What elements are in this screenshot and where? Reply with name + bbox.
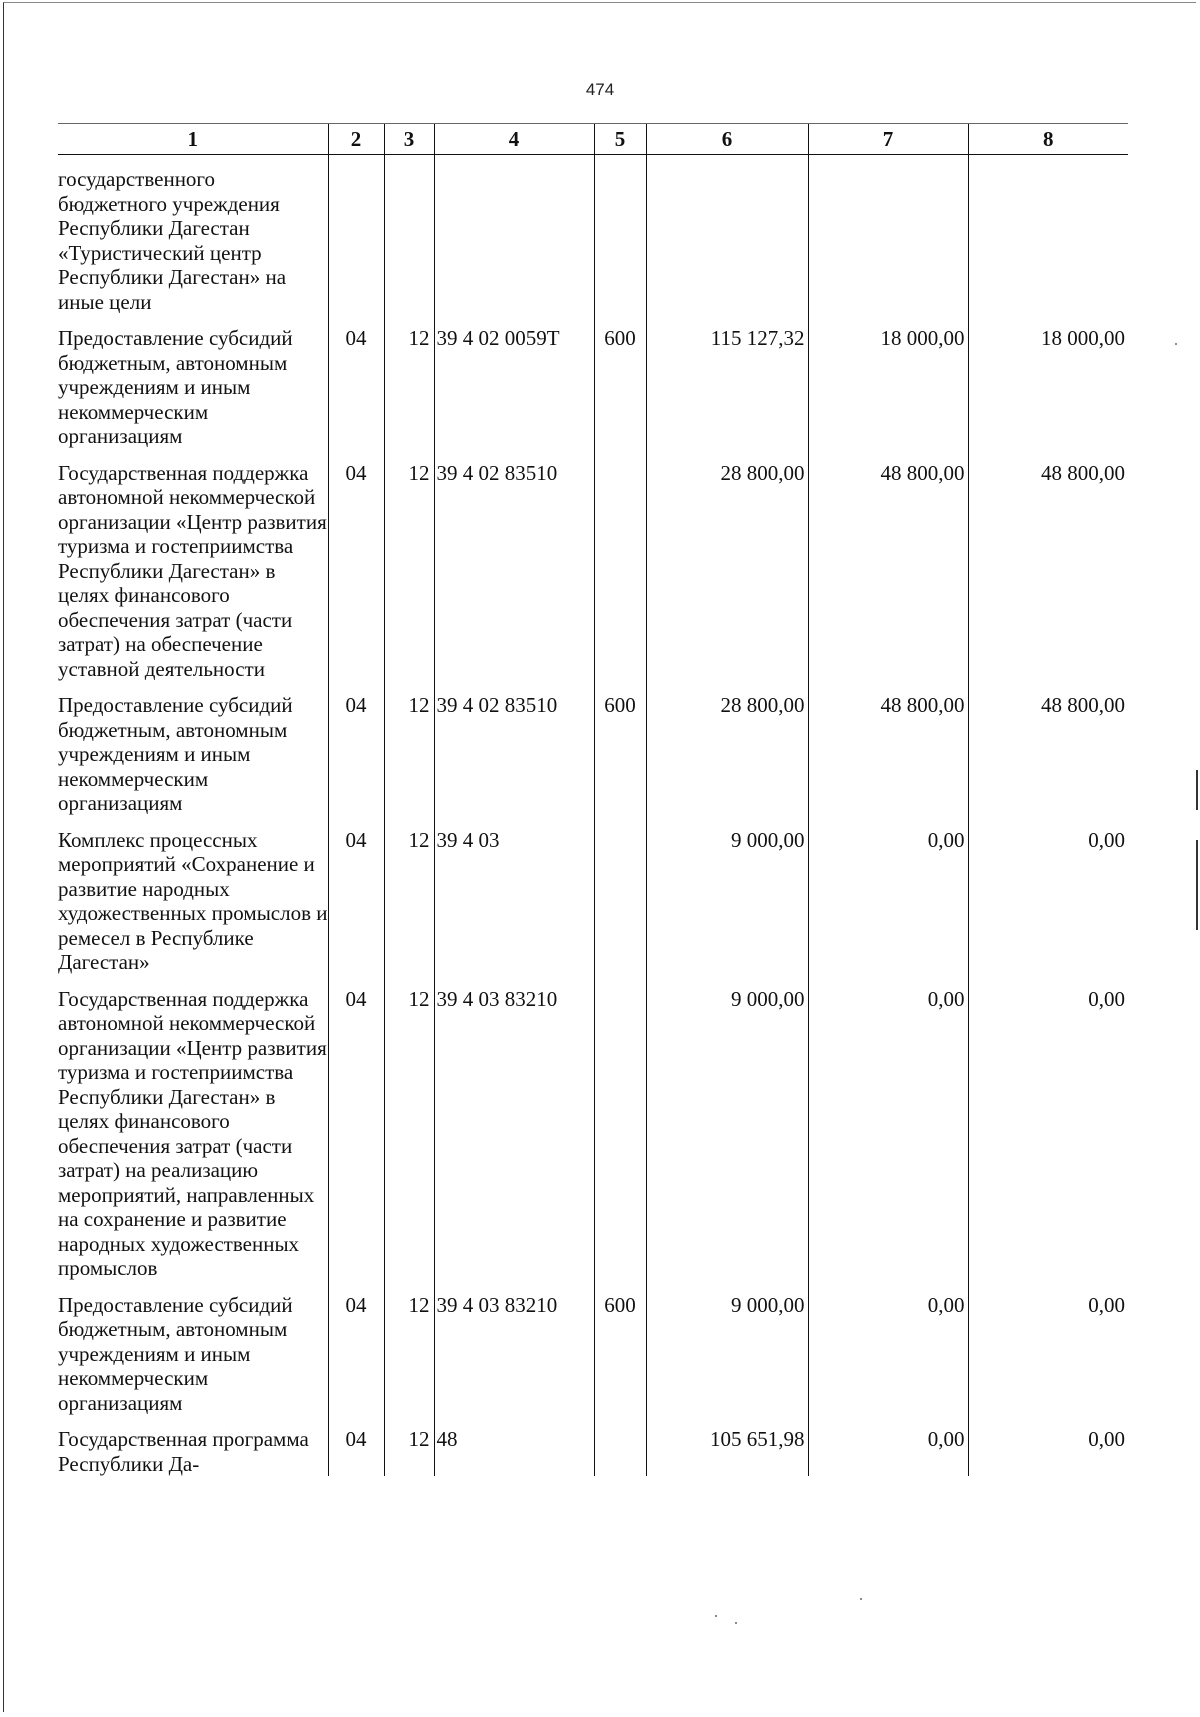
row-amount-7: 48 800,00 [808, 459, 968, 682]
row-type: 600 [594, 1291, 646, 1416]
row-amount-8: 0,00 [968, 1291, 1128, 1416]
table-row [58, 1425, 1128, 1476]
row-type [594, 1425, 646, 1476]
row-type [594, 985, 646, 1281]
row-section: 04 [328, 826, 384, 975]
row-amount-6 [646, 165, 808, 314]
column-header: 4 [434, 124, 594, 155]
page-number: 474 [585, 80, 615, 99]
row-code: 39 4 02 83510 [434, 459, 594, 682]
table-spacer [58, 1415, 1128, 1425]
column-header: 5 [594, 124, 646, 155]
row-name: Государственная программа Республики Да- [58, 1427, 309, 1476]
row-name: государственного бюджетного учреждения Республики Дагестан «Туристический центр Республики Дагестан» на иные цели [58, 167, 287, 314]
row-amount-8 [968, 165, 1128, 314]
row-name: Государственная поддержка автономной некоммерческой организации «Центр развития туризма и гостеприимства Республики Дагестан» в целях финансового обеспечения затрат (части затрат) на обеспечение уставной деятельности [58, 460, 327, 681]
row-amount-8: 0,00 [968, 826, 1128, 975]
budget-table [58, 123, 1128, 1476]
scan-edge-mark [1196, 770, 1198, 810]
table-spacer [58, 155, 1128, 166]
row-amount-7: 18 000,00 [808, 324, 968, 449]
row-section: 04 [328, 459, 384, 682]
row-subsection: 12 [384, 985, 434, 1281]
column-header: 3 [384, 124, 434, 155]
row-amount-6: 9 000,00 [646, 826, 808, 975]
row-amount-7 [808, 165, 968, 314]
row-amount-6: 9 000,00 [646, 985, 808, 1281]
table-row [58, 1291, 1128, 1416]
row-name: Предоставление субсидий бюджетным, автономным учреждениям и иным некоммерческим организациям [58, 326, 293, 448]
row-name: Предоставление субсидий бюджетным, автономным учреждениям и иным некоммерческим организациям [58, 693, 293, 815]
row-subsection: 12 [384, 459, 434, 682]
row-code [434, 165, 594, 314]
table-row [58, 985, 1128, 1281]
row-amount-8: 48 800,00 [968, 459, 1128, 682]
row-amount-6: 28 800,00 [646, 459, 808, 682]
table-row [58, 691, 1128, 816]
scan-edge-mark [1196, 840, 1198, 930]
table-row [58, 165, 1128, 314]
row-subsection: 12 [384, 324, 434, 449]
table-spacer [58, 816, 1128, 826]
row-section: 04 [328, 1425, 384, 1476]
table-row [58, 826, 1128, 975]
row-amount-8: 0,00 [968, 1425, 1128, 1476]
row-amount-6: 28 800,00 [646, 691, 808, 816]
table-spacer [58, 449, 1128, 459]
row-type [594, 459, 646, 682]
row-subsection: 12 [384, 1425, 434, 1476]
row-subsection: 12 [384, 826, 434, 975]
table-spacer [58, 681, 1128, 691]
row-subsection: 12 [384, 691, 434, 816]
row-code: 39 4 02 0059Т [434, 324, 594, 449]
row-code: 48 [434, 1425, 594, 1476]
row-code: 39 4 03 [434, 826, 594, 975]
column-header: 7 [808, 124, 968, 155]
row-amount-6: 115 127,32 [646, 324, 808, 449]
row-name: Государственная поддержка автономной некоммерческой организации «Центр развития туризма и гостеприимства Республики Дагестан» в целях финансового обеспечения затрат (части затрат) на реализацию мероприятий, направленных на сохранение и развитие народных художественных промыслов [58, 986, 327, 1280]
table-row [58, 459, 1128, 682]
column-header: 2 [328, 124, 384, 155]
row-section: 04 [328, 324, 384, 449]
table-spacer [58, 314, 1128, 324]
row-section: 04 [328, 985, 384, 1281]
row-subsection [384, 165, 434, 314]
row-amount-6: 105 651,98 [646, 1425, 808, 1476]
row-name: Комплекс процессных мероприятий «Сохранение и развитие народных художественных промыслов и ремесел в Республике Дагестан» [58, 827, 328, 974]
row-code: 39 4 02 83510 [434, 691, 594, 816]
row-amount-7: 0,00 [808, 1291, 968, 1416]
scan-speck [1175, 343, 1177, 345]
row-type [594, 165, 646, 314]
row-section: 04 [328, 1291, 384, 1416]
table-spacer [58, 1281, 1128, 1291]
row-amount-8: 18 000,00 [968, 324, 1128, 449]
row-amount-8: 0,00 [968, 985, 1128, 1281]
row-subsection: 12 [384, 1291, 434, 1416]
row-amount-6: 9 000,00 [646, 1291, 808, 1416]
row-section: 04 [328, 691, 384, 816]
row-amount-7: 48 800,00 [808, 691, 968, 816]
scan-speck [715, 1615, 717, 1617]
row-amount-7: 0,00 [808, 1425, 968, 1476]
row-amount-7: 0,00 [808, 826, 968, 975]
scan-speck [860, 1598, 862, 1600]
row-amount-7: 0,00 [808, 985, 968, 1281]
scan-speck [735, 1622, 737, 1624]
row-name: Предоставление субсидий бюджетным, автономным учреждениям и иным некоммерческим организациям [58, 1292, 293, 1415]
row-type: 600 [594, 324, 646, 449]
row-code: 39 4 03 83210 [434, 1291, 594, 1416]
table-spacer [58, 975, 1128, 985]
row-type [594, 826, 646, 975]
row-section [328, 165, 384, 314]
column-header: 8 [968, 124, 1128, 155]
row-code: 39 4 03 83210 [434, 985, 594, 1281]
header-row [58, 124, 1128, 155]
column-header: 6 [646, 124, 808, 155]
row-amount-8: 48 800,00 [968, 691, 1128, 816]
column-header: 1 [58, 124, 328, 155]
row-type: 600 [594, 691, 646, 816]
table-row [58, 324, 1128, 449]
